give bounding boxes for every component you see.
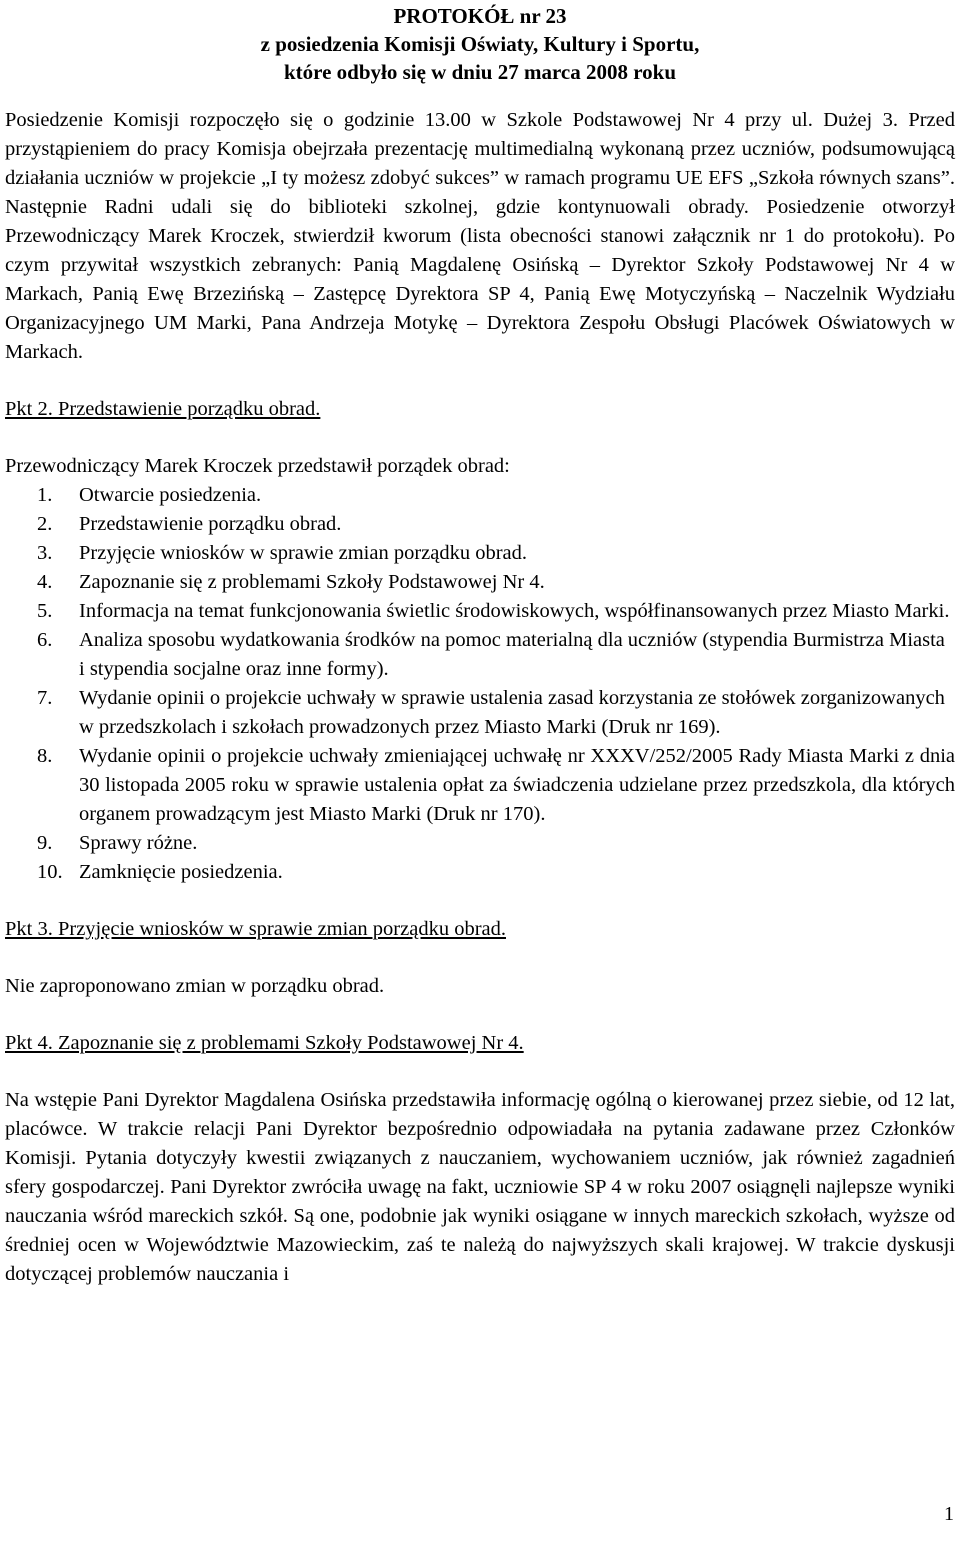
title-line-2: z posiedzenia Komisji Oświaty, Kultury i Sportu, xyxy=(260,32,700,56)
agenda-item: 1. Otwarcie posiedzenia. xyxy=(37,484,262,506)
title-line-3: które odbyło się w dniu 27 marca 2008 roku xyxy=(283,60,677,84)
agenda-lead: Przewodniczący Marek Kroczek przedstawił porządek obrad: xyxy=(5,455,510,477)
agenda-item: 10. Zamknięcie posiedzenia. xyxy=(37,861,283,883)
pkt3-heading: Pkt 3. Przyjęcie wniosków w sprawie zmian porządku obrad. xyxy=(5,918,506,940)
page-number: 1 xyxy=(944,1503,954,1525)
document-title xyxy=(5,0,955,86)
agenda-list xyxy=(5,481,955,887)
pkt2-heading: Pkt 2. Przedstawienie porządku obrad. xyxy=(5,398,321,420)
agenda-item: 4. Zapoznanie się z problemami Szkoły Podstawowej Nr 4. xyxy=(37,571,545,593)
agenda-item: 6. Analiza sposobu wydatkowania środków na pomoc materialną dla uczniów (stypendia Burmistrza Miasta i stypendia socjalne oraz inne formy). xyxy=(37,629,945,680)
agenda-item: 5. Informacja na temat funkcjonowania świetlic środowiskowych, współfinansowanych przez Miasto Marki. xyxy=(37,600,950,622)
pkt4-text: Na wstępie Pani Dyrektor Magdalena Osińska przedstawiła informację ogólną o kierowanej przez siebie, od 12 lat, placówce. W trakcie relacji Pani Dyrektor bezpośrednio odpowiadała na pytania zadawane przez Członków Komisji. Pytania dotyczyły kwestii związanych z nauczaniem, wychowaniem uczniów, jak również zagadnień sfery gospodarczej. Pani Dyrektor zwróciła uwagę na fakt, uczniowie SP 4 w roku 2007 osiągnęli najlepsze wyniki nauczania wśród mareckich szkół. Są one, podobnie jak wyniki osiągane w innych mareckich szkołach, wyższe od średniej ocen w Województwie Mazowieckim, zaś te należą do najwyższych skali krajowej. W trakcie dyskusji dotyczącej problemów nauczania i xyxy=(5,1089,955,1285)
pkt3-text: Nie zaproponowano zmian w porządku obrad. xyxy=(5,975,385,997)
intro-paragraph: Posiedzenie Komisji rozpoczęło się o godzinie 13.00 w Szkole Podstawowej Nr 4 przy ul. Dużej 3. Przed przystąpieniem do pracy Komisja obejrzała prezentację multimedialną wykonaną przez uczniów, podsumowującą działania uczniów w projekcie „I ty możesz zdobyć sukces” w ramach programu UE EFS „Szkoła równych szans”. Następnie Radni udali się do biblioteki szkolnej, gdzie kontynuowali obrady. Posiedzenie otworzył Przewodniczący Marek Kroczek, stwierdził kworum (lista obecności stanowi załącznik nr 1 do protokołu). Po czym przywitał wszystkich zebranych: Panią Magdalenę Osińską – Dyrektor Szkoły Podstawowej Nr 4 w Markach, Panią Ewę Brzezińską – Zastępcę Dyrektora SP 4, Panią Ewę Motyczyńską – Naczelnik Wydziału Organizacyjnego UM Marki, Pana Andrzeja Motykę – Dyrektora Zespołu Obsługi Placówek Oświatowych w Markach. xyxy=(5,109,955,363)
agenda-item: 9. Sprawy różne. xyxy=(37,832,198,854)
agenda-item: 7. Wydanie opinii o projekcie uchwały w sprawie ustalenia zasad korzystania ze stołówek zorganizowanych w przedszkolach i szkołach prowadzonych przez Miasto Marki (Druk nr 169). xyxy=(37,687,945,738)
agenda-item: 2. Przedstawienie porządku obrad. xyxy=(37,513,342,535)
pkt4-heading: Pkt 4. Zapoznanie się z problemami Szkoły Podstawowej Nr 4. xyxy=(5,1032,524,1054)
document-page xyxy=(5,0,955,1289)
agenda-item: 3. Przyjęcie wniosków w sprawie zmian porządku obrad. xyxy=(37,542,528,564)
agenda-item: 8. Wydanie opinii o projekcie uchwały zmieniającej uchwałę nr XXXV/252/2005 Rady Miasta Marki z dnia 30 listopada 2005 roku w sprawie ustalenia opłat za świadczenia udzielane przez przedszkola, dla których organem prowadzącym jest Miasto Marki (Druk nr 170). xyxy=(37,745,955,825)
title-line-1: PROTOKÓŁ nr 23 xyxy=(393,4,567,28)
